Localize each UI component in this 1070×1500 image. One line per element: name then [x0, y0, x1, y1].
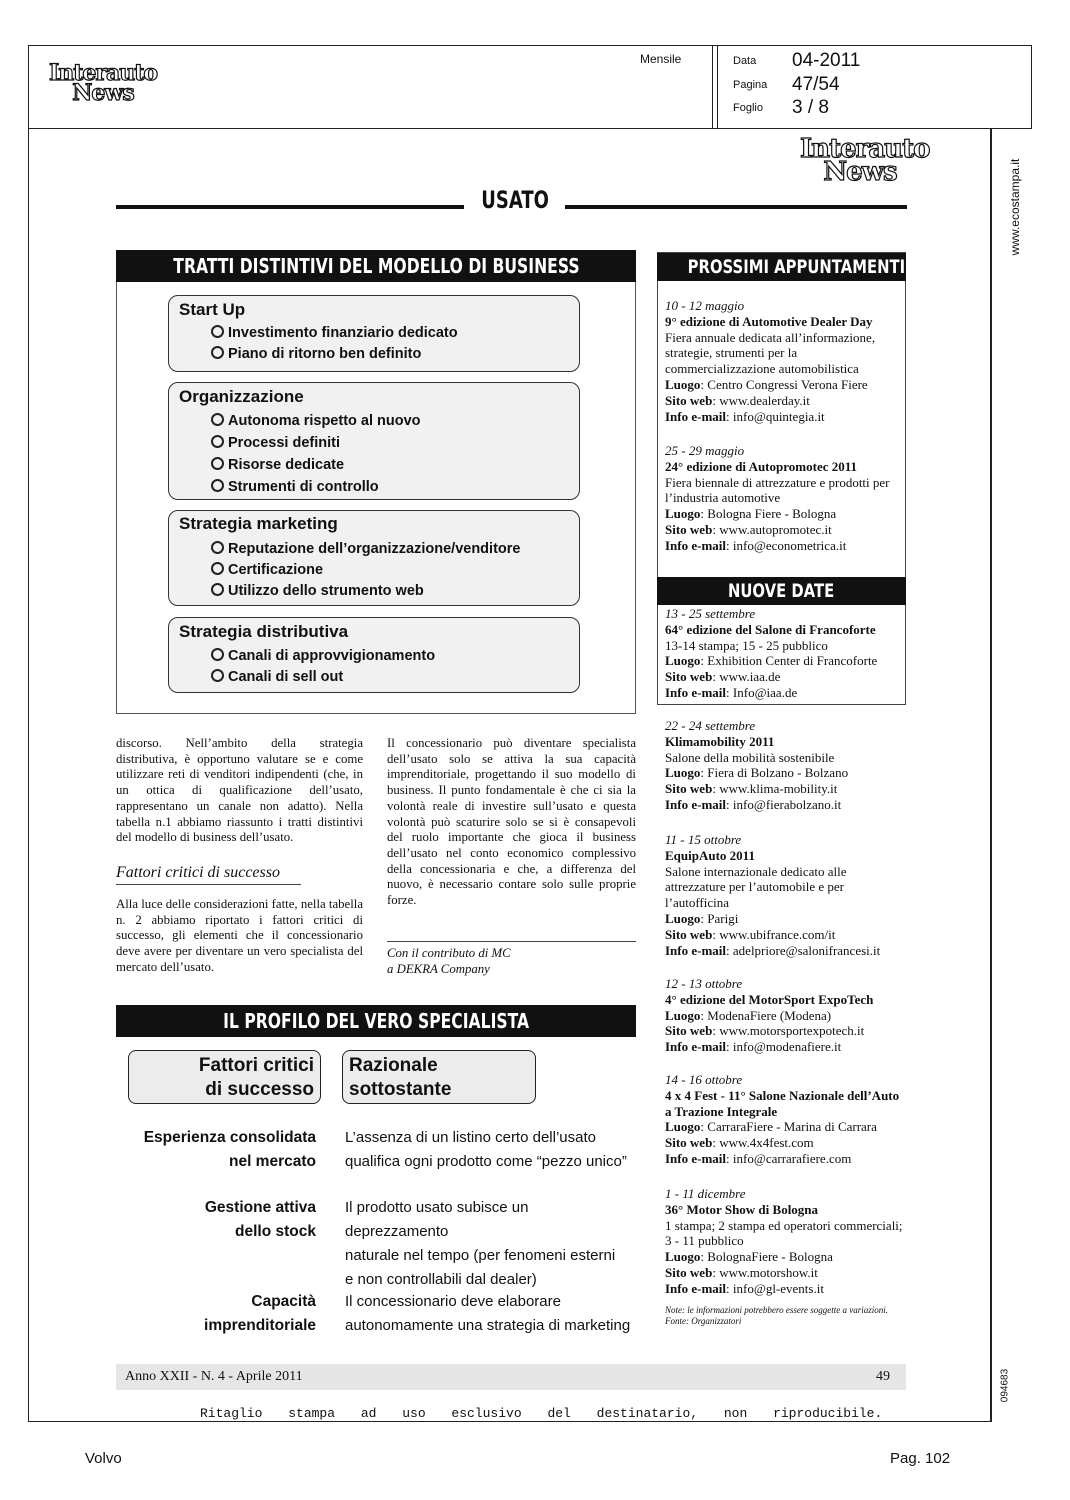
event-title: 4° edizione del MotorSport ExpoTech	[665, 991, 874, 1007]
group-strategia-marketing	[168, 510, 580, 606]
event-info: Info e-mail: info@gl-events.it	[665, 1280, 824, 1296]
rationale-line: Il concessionario deve elaborare	[345, 1293, 561, 1310]
logo-line-2: News	[72, 79, 134, 106]
appointments-note: Note: le informazioni potrebbero essere soggette a variazioni. Fonte: Organizzatori	[665, 1305, 888, 1326]
profile-box-title: IL PROFILO DEL VERO SPECIALISTA	[116, 1005, 636, 1037]
event-desc: 13-14 stampa; 15 - 25 pubblico	[665, 637, 828, 653]
factor-line: dello stock	[235, 1223, 316, 1240]
group-strategia-distributiva	[168, 617, 580, 693]
header-frame	[28, 45, 1032, 129]
page-label: Pag. 102	[890, 1450, 951, 1467]
event-info: Info e-mail: info@quintegia.it	[665, 408, 825, 424]
rationale-line: autonomamente una strategia di marketing	[345, 1317, 631, 1334]
group-organizzazione	[168, 382, 580, 500]
event-title: EquipAuto 2011	[665, 847, 755, 863]
event-info: Info e-mail: Info@iaa.de	[665, 684, 798, 700]
rationale-line: qualifica ogni prodotto come “pezzo unico”	[345, 1153, 627, 1170]
factor-cell	[118, 1196, 316, 1244]
date-label: Data	[733, 55, 757, 67]
event-place: Luogo: Fiera di Bolzano - Bolzano	[665, 765, 849, 781]
sheet-label: Foglio	[733, 102, 763, 114]
event-title: 36° Motor Show di Bologna	[665, 1201, 819, 1217]
list-item: Autonoma rispetto al nuovo	[211, 413, 421, 429]
rationale-cell	[345, 1290, 635, 1338]
event-site: Sito web: www.4x4fest.com	[665, 1135, 814, 1151]
article-paragraph: discorso. Nell’ambito della strategia distributiva, è opportuno valutare se e come utilizzare reti di venditori indipendenti (che, in un ottica di qualificazione dell’usato, rappresentano un canale non adatto). Nella tabella n.1 abbiamo riassunto i tratti distintivi del modello di business dell’usato.	[116, 736, 363, 845]
magnifier-icon	[211, 541, 224, 554]
logo-line-1: Interauto	[800, 134, 930, 164]
magnifier-icon	[211, 479, 224, 492]
rationale-line: e non controllabili dal dealer)	[345, 1271, 537, 1288]
event-date: 14 - 16 ottobre	[665, 1072, 743, 1087]
header-factors	[128, 1050, 321, 1104]
date-value: 04-2011	[792, 50, 861, 71]
event-title: Klimamobility 2011	[665, 733, 775, 749]
magnifier-icon	[211, 562, 224, 575]
event-info: Info e-mail: info@carrarafiere.com	[665, 1150, 852, 1166]
publication-logo	[48, 60, 158, 106]
event-site: Sito web: www.dealerday.it	[665, 392, 810, 408]
sheet-value: 3 / 8	[792, 97, 829, 118]
factor-line: imprenditoriale	[204, 1317, 316, 1334]
event-place: Luogo: BolognaFiere - Bologna	[665, 1249, 833, 1265]
logo-line-2: News	[823, 157, 897, 188]
group-title: Strategia marketing	[179, 514, 338, 533]
event-title: 4 x 4 Fest - 11° Salone Nazionale dell’Auto a Trazione Integrale	[665, 1087, 900, 1119]
event-item	[665, 832, 905, 958]
subheading-underline	[116, 884, 301, 885]
list-item: Processi definiti	[211, 435, 340, 451]
header-line: Fattori critici	[198, 1055, 314, 1076]
event-place: Luogo: ModenaFiere (Modena)	[665, 1007, 832, 1023]
section-rule	[116, 205, 464, 209]
list-item: Risorse dedicate	[211, 457, 344, 473]
event-item	[665, 298, 905, 424]
factor-line: nel mercato	[228, 1153, 316, 1170]
list-item: Utilizzo dello strumento web	[211, 583, 424, 599]
disclaimer: Ritaglio stampa ad uso esclusivo del destinatario, non riproducibile.	[200, 1406, 883, 1421]
event-desc: Fiera annuale dedicata all’informazione, strategie, strumenti per la commercializzazione automobilistica	[665, 329, 876, 377]
factor-line: Gestione attiva	[204, 1199, 316, 1216]
credit-line: Con il contributo di MC	[387, 946, 511, 960]
event-date: 25 - 29 maggio	[665, 443, 745, 458]
group-title: Strategia distributiva	[179, 622, 349, 641]
brand-label: Volvo	[85, 1450, 122, 1467]
periodicity: Mensile	[640, 52, 682, 66]
event-site: Sito web: www.motorshow.it	[665, 1264, 818, 1280]
factor-cell	[118, 1290, 316, 1338]
magnifier-icon	[211, 346, 224, 359]
event-info: Info e-mail: adelpriore@salonifrancesi.it	[665, 942, 881, 958]
group-title: Organizzazione	[179, 387, 304, 406]
source-url: www.ecostampa.it	[1008, 158, 1022, 256]
factor-line: Esperienza consolidata	[143, 1129, 316, 1146]
event-site: Sito web: www.klima-mobility.it	[665, 781, 838, 797]
section-title: USATO	[481, 186, 549, 214]
event-desc: Salone della mobilità sostenibile	[665, 749, 835, 765]
event-item	[665, 976, 905, 1055]
header-divider	[712, 45, 713, 129]
credit-line: a DEKRA Company	[387, 962, 490, 976]
event-date: 13 - 25 settembre	[665, 606, 756, 621]
rationale-cell	[345, 1196, 635, 1292]
event-place: Luogo: CarraraFiere - Marina di Carrara	[665, 1119, 877, 1135]
header-rationale	[342, 1050, 536, 1104]
factor-cell	[118, 1126, 316, 1174]
magnifier-icon	[211, 413, 224, 426]
magnifier-icon	[211, 435, 224, 448]
event-site: Sito web: www.ubifrance.com/it	[665, 926, 836, 942]
group-title: Start Up	[179, 300, 246, 319]
event-date: 12 - 13 ottobre	[665, 976, 743, 991]
logo-line-1: Interauto	[48, 60, 158, 86]
page-value: 47/54	[792, 74, 840, 95]
event-date: 10 - 12 maggio	[665, 298, 745, 313]
event-date: 1 - 11 dicembre	[665, 1186, 746, 1201]
page-number: 49	[876, 1369, 890, 1384]
event-site: Sito web: www.motorsportexpotech.it	[665, 1023, 865, 1039]
page-frame-edge	[990, 129, 991, 1422]
article-subheading: Fattori critici di successo	[116, 864, 280, 881]
new-dates-title: NUOVE DATE	[657, 577, 906, 605]
event-date: 11 - 15 ottobre	[665, 832, 742, 847]
header-line: Razionale	[349, 1055, 438, 1076]
event-title: 9° edizione di Automotive Dealer Day	[665, 313, 873, 329]
event-title: 24° edizione di Autopromotec 2011	[665, 458, 858, 474]
event-info: Info e-mail: info@fierabolzano.it	[665, 796, 842, 812]
issue-info: Anno XXII - N. 4 - Aprile 2011	[125, 1369, 303, 1384]
business-model-title: TRATTI DISTINTIVI DEL MODELLO DI BUSINESS	[116, 250, 636, 282]
list-item: Canali di approvvigionamento	[211, 648, 435, 664]
event-date: 22 - 24 settembre	[665, 718, 756, 733]
event-desc: 1 stampa; 2 stampa ed operatori commerciali; 3 - 11 pubblico	[665, 1217, 903, 1249]
section-rule	[565, 205, 907, 209]
event-item	[665, 443, 905, 554]
rationale-line: Il prodotto usato subisce un deprezzamento	[345, 1199, 529, 1240]
event-site: Sito web: www.autopromotec.it	[665, 521, 832, 537]
event-place: Luogo: Bologna Fiere - Bologna	[665, 506, 837, 522]
publication-logo-large	[800, 134, 930, 188]
event-info: Info e-mail: info@modenafiere.it	[665, 1039, 842, 1055]
magnifier-icon	[211, 457, 224, 470]
event-title: 64° edizione del Salone di Francoforte	[665, 621, 876, 637]
list-item: Strumenti di controllo	[211, 479, 379, 495]
page-label: Pagina	[733, 79, 768, 91]
event-info: Info e-mail: info@econometrica.it	[665, 537, 847, 553]
list-item: Investimento finanziario dedicato	[211, 325, 458, 341]
article-paragraph: Il concessionario può diventare specialista dell’usato solo se attiva la sua capacità imprenditoriale, progettando il suo modello di business. Il punto fondamentale è che ci sia la volontà reale di investire sull’usato e questa volontà può scaturire solo se si è consapevoli del ruolo importante che gioca il business dell’usato nel conto economico complessivo della concessionaria e che, a differenza del nuovo, è necessario contare solo sulle proprie forze.	[387, 736, 636, 908]
event-place: Luogo: Parigi	[665, 910, 739, 926]
clipping-code: 094683	[999, 1368, 1011, 1403]
rationale-line: L’assenza di un listino certo dell’usato	[345, 1129, 596, 1146]
event-place: Luogo: Exhibition Center di Francoforte	[665, 653, 878, 669]
event-item	[665, 606, 905, 701]
header-line: di successo	[205, 1079, 314, 1100]
appointments-title: PROSSIMI APPUNTAMENTI	[657, 253, 906, 281]
list-item: Piano di ritorno ben definito	[211, 346, 421, 362]
factor-line: Capacità	[251, 1293, 316, 1310]
event-desc: Salone internazionale dedicato alle attrezzature per l’automobile e per l’autofficina	[665, 863, 847, 911]
event-place: Luogo: Centro Congressi Verona Fiere	[665, 376, 868, 392]
event-item	[665, 1186, 905, 1297]
magnifier-icon	[211, 583, 224, 596]
event-site: Sito web: www.iaa.de	[665, 669, 781, 685]
credit-rule	[387, 941, 636, 942]
list-item: Certificazione	[211, 562, 323, 578]
list-item: Reputazione dell’organizzazione/venditore	[211, 541, 520, 557]
rationale-line: naturale nel tempo (per fenomeni esterni	[345, 1247, 616, 1264]
header-line: sottostante	[349, 1079, 452, 1100]
magnifier-icon	[211, 669, 224, 682]
magnifier-icon	[211, 648, 224, 661]
rationale-cell	[345, 1126, 635, 1174]
article-paragraph: Alla luce delle considerazioni fatte, nella tabella n. 2 abbiamo riportato i fattori critici di successo, gli elementi che il concessionario deve avere per diventare un vero specialista del mercato dell’usato.	[116, 897, 363, 974]
event-desc: Fiera biennale di attrezzature e prodotti per l’industria automotive	[665, 474, 890, 506]
magnifier-icon	[211, 325, 224, 338]
group-start-up	[168, 295, 580, 372]
header-divider	[717, 45, 718, 129]
event-item	[665, 1072, 905, 1167]
list-item: Canali di sell out	[211, 669, 343, 685]
event-item	[665, 718, 905, 813]
